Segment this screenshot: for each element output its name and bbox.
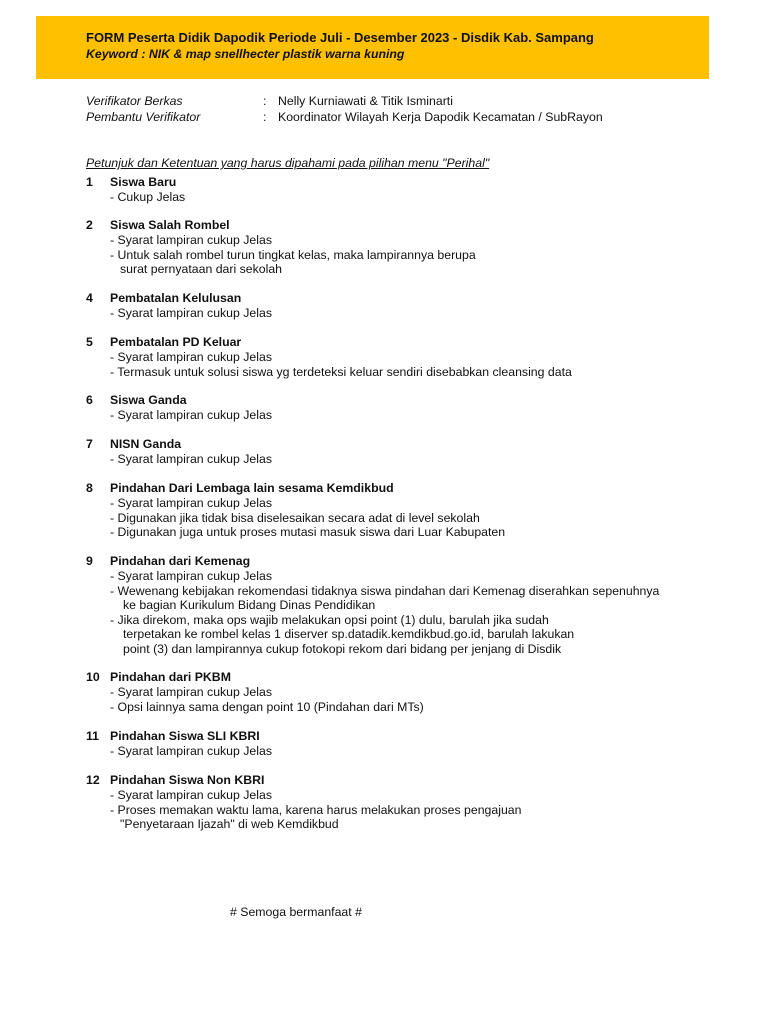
rule-details [110, 233, 476, 277]
rule-title: NISN Ganda [110, 437, 182, 451]
rule-detail-line: - Digunakan jika tidak bisa diselesaikan secara adat di level sekolah [110, 510, 480, 525]
rule-number: 11 [86, 729, 99, 743]
rule-detail-line: - Cukup Jelas [110, 190, 186, 204]
keyword-line: Keyword : NIK & map snellhecter plastik warna kuning [86, 47, 405, 61]
rule-detail-line: - Syarat lampiran cukup Jelas [110, 788, 272, 802]
rule-detail-line: - Syarat lampiran cukup Jelas [110, 233, 272, 247]
meta-colon: : [263, 110, 267, 124]
rule-title: Siswa Ganda [110, 393, 187, 407]
meta-value: Nelly Kurniawati & Titik Isminarti [278, 94, 453, 108]
rule-number: 5 [86, 335, 93, 349]
rule-title: Pembatalan PD Keluar [110, 335, 242, 349]
rule-detail-line: surat pernyataan dari sekolah [120, 262, 283, 277]
rule-detail-line: - Digunakan juga untuk proses mutasi masuk siswa dari Luar Kabupaten [110, 525, 506, 540]
rule-number: 7 [86, 437, 93, 451]
rule-detail-line: - Syarat lampiran cukup Jelas [110, 408, 272, 422]
rule-number: 6 [86, 393, 93, 407]
meta-colon: : [263, 94, 267, 108]
header-banner [36, 16, 709, 79]
rule-detail-line: - Untuk salah rombel turun tingkat kelas, maka lampirannya berupa [110, 247, 476, 262]
rule-detail-line: point (3) dan lampirannya cukup fotokopi rekom dari bidang per jenjang di Disdik [123, 641, 562, 656]
closing-note: # Semoga bermanfaat # [230, 905, 362, 919]
rule-detail-line: - Syarat lampiran cukup Jelas [110, 569, 272, 583]
rule-detail-line: ke bagian Kurikulum Bidang Dinas Pendidikan [123, 598, 376, 613]
rule-details [110, 452, 272, 467]
instruction-heading: Petunjuk dan Ketentuan yang harus dipahami pada pilihan menu "Perihal" [86, 156, 490, 170]
rule-number: 8 [86, 481, 93, 495]
rule-detail-line: - Syarat lampiran cukup Jelas [110, 306, 272, 320]
rule-number: 1 [86, 175, 93, 189]
meta-label: Verifikator Berkas [86, 94, 183, 108]
rule-details [110, 788, 521, 832]
rule-title: Siswa Salah Rombel [110, 218, 230, 232]
rule-details [110, 496, 505, 540]
rule-title: Siswa Baru [110, 175, 177, 189]
rule-title: Pindahan Dari Lembaga lain sesama Kemdikbud [110, 481, 394, 495]
rule-detail-line: - Wewenang kebijakan rekomendasi tidaknya siswa pindahan dari Kemenag diserahkan sepenuhnya [110, 583, 660, 598]
rule-detail-line: "Penyetaraan Ijazah" di web Kemdikbud [120, 817, 339, 832]
rule-title: Pindahan Siswa Non KBRI [110, 773, 265, 787]
rule-number: 4 [86, 291, 93, 305]
rule-detail-line: terpetakan ke rombel kelas 1 diserver sp.datadik.kemdikbud.go.id, barulah lakukan [123, 627, 575, 642]
rule-detail-line: - Syarat lampiran cukup Jelas [110, 685, 272, 699]
rule-title: Pindahan dari PKBM [110, 670, 231, 684]
rule-details [110, 408, 272, 423]
rule-detail-line: - Jika direkom, maka ops wajib melakukan opsi point (1) dulu, barulah jika sudah [110, 612, 549, 627]
rule-number: 9 [86, 554, 93, 568]
rule-number: 2 [86, 218, 93, 232]
meta-label: Pembantu Verifikator [86, 110, 201, 124]
rule-details [110, 190, 185, 205]
rule-detail-line: - Termasuk untuk solusi siswa yg terdeteksi keluar sendiri disebabkan cleansing data [110, 364, 572, 379]
meta-value: Koordinator Wilayah Kerja Dapodik Kecamatan / SubRayon [278, 110, 603, 124]
rule-detail-line: - Syarat lampiran cukup Jelas [110, 744, 272, 758]
rule-detail-line: - Opsi lainnya sama dengan point 10 (Pindahan dari MTs) [110, 699, 424, 714]
rule-details [110, 350, 572, 379]
rule-details [110, 744, 272, 759]
rule-title: Pembatalan Kelulusan [110, 291, 242, 305]
rule-number: 12 [86, 773, 100, 787]
rule-detail-line: - Syarat lampiran cukup Jelas [110, 350, 272, 364]
rule-detail-line: - Syarat lampiran cukup Jelas [110, 496, 272, 510]
rule-title: Pindahan dari Kemenag [110, 554, 251, 568]
rule-details [110, 685, 424, 714]
rule-details [110, 306, 272, 321]
rule-title: Pindahan Siswa SLI KBRI [110, 729, 260, 743]
rule-detail-line: - Syarat lampiran cukup Jelas [110, 452, 272, 466]
form-title: FORM Peserta Didik Dapodik Periode Juli - Desember 2023 - Disdik Kab. Sampang [86, 30, 594, 45]
rule-number: 10 [86, 670, 100, 684]
rule-detail-line: - Proses memakan waktu lama, karena harus melakukan proses pengajuan [110, 802, 522, 817]
rule-details [110, 569, 659, 657]
